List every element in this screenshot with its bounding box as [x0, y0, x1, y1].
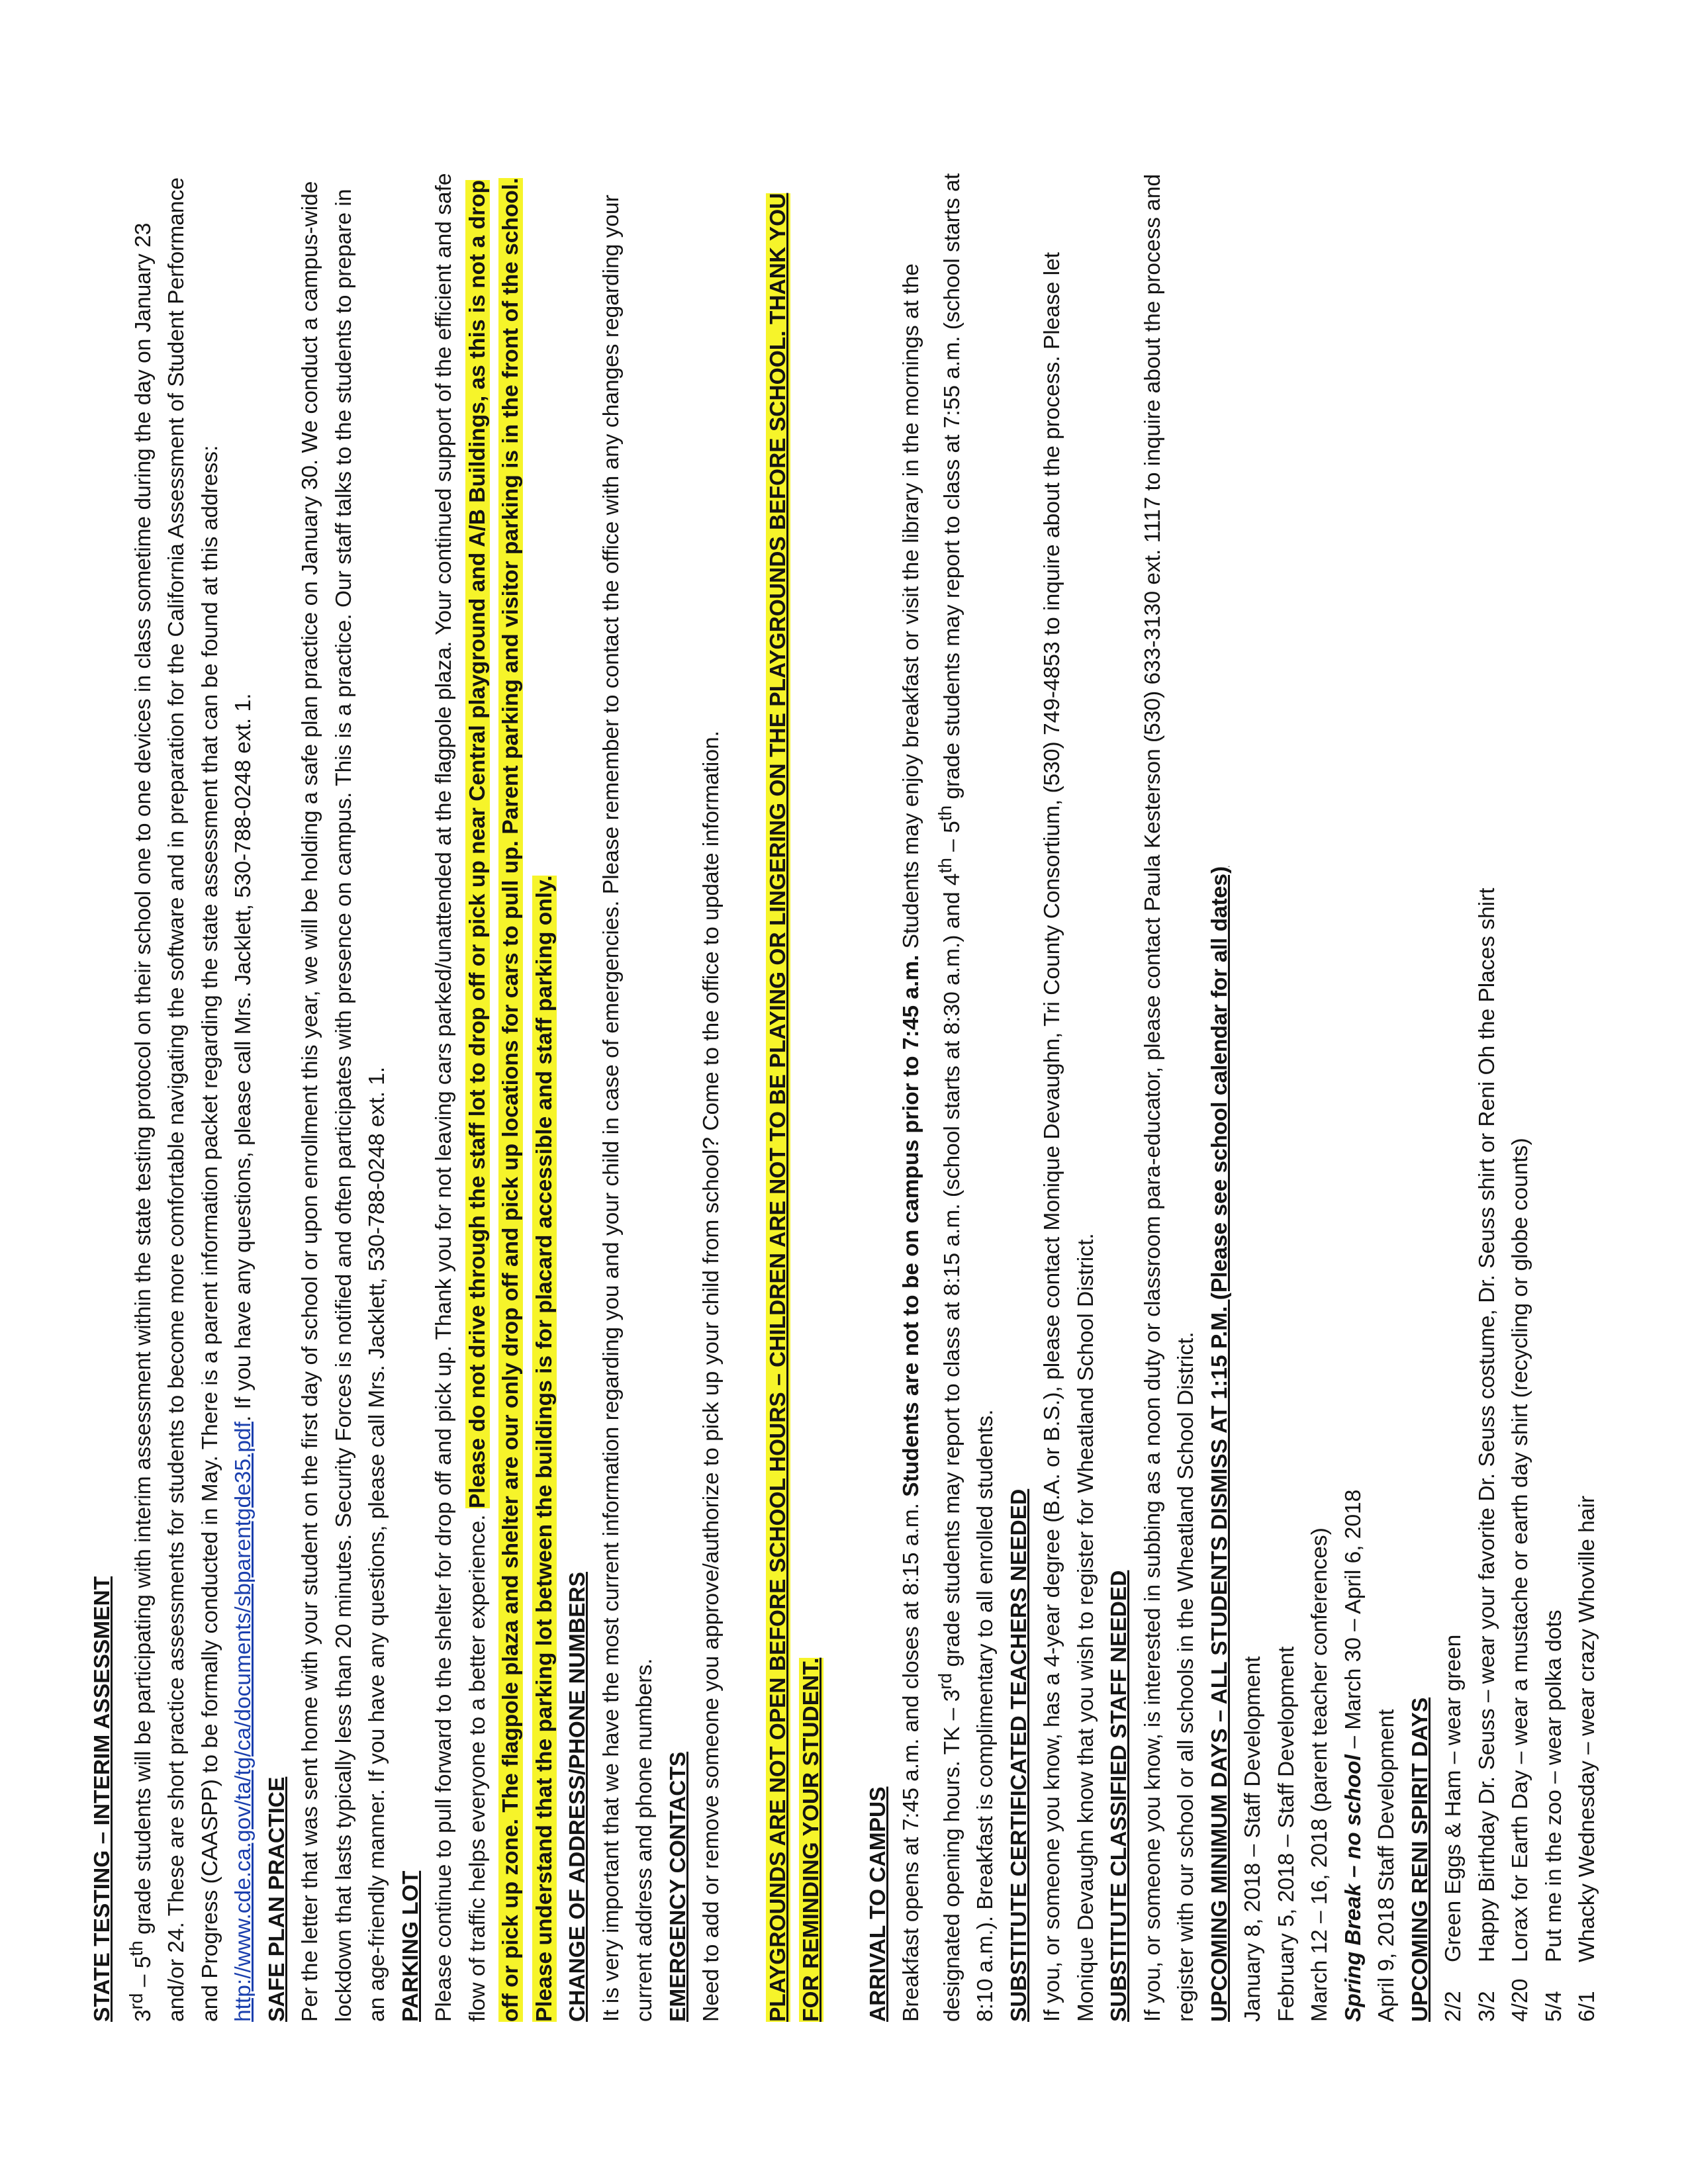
spirit-day-text: Lorax for Earth Day – wear a mustache or earth day shirt (recycling or globe counts)	[1508, 1138, 1533, 1962]
parking-section	[395, 162, 562, 2022]
parent-guide-link[interactable]: http://www.cde.ca.gov/ta/tg/ca/documents/sbparentgde35.pdf	[231, 1422, 256, 2022]
spirit-day-text: Green Eggs & Ham – wear green	[1441, 1634, 1466, 1962]
parking-heading: PARKING LOT	[398, 1870, 423, 2022]
playgrounds-notice: PLAYGROUNDS ARE NOT OPEN BEFORE SCHOOL HOURS – CHILDREN ARE NOT TO BE PLAYING OR LINGERING ON THE PLAYGROUNDS BEFORE SCHOOL. THANK YOU FOR REMINDING YOUR STUDENT.	[765, 193, 824, 2022]
address-section	[561, 162, 662, 2022]
state-testing-section	[86, 162, 261, 2022]
spirit-day-row	[1571, 162, 1605, 2022]
address-text: It is very important that we have the most current information regarding you and your child in case of emergencies. Please remember to contact the office with any changes regarding your current address and phone numbers.	[598, 195, 657, 2022]
safe-plan-section	[261, 162, 395, 2022]
minimum-days-heading: UPCOMING MINIMUM DAYS – ALL STUDENTS DISMISS AT 1:15 P.M. (Please see school calendar for all dates)	[1207, 866, 1232, 2022]
arrival-heading: ARRIVAL TO CAMPUS	[865, 1786, 890, 2022]
state-testing-heading: STATE TESTING – INTERIM ASSESSMENT	[90, 1576, 115, 2022]
safe-plan-heading: SAFE PLAN PRACTICE	[264, 1776, 289, 2022]
minimum-day: February 5, 2018 – Staff Development	[1274, 1646, 1299, 2022]
spirit-day-row	[1538, 162, 1571, 2022]
minimum-day: April 9, 2018 Staff Development	[1374, 1709, 1399, 2022]
address-heading: CHANGE OF ADDRESS/PHONE NUMBERS	[565, 1572, 590, 2022]
state-testing-text: 3rd – 5th grade students will be participating with interim assessment within the state testing protocol on their school one to one devices in class sometime during the day on January 23 and/or 24. These are short practice assessments for students to become more comfortable navigating the software and in preparation for the California Assessment of Student Performance and Progress (CAASPP) to be formally conducted in May. There is a parent information packet regarding the state assessment that can be found at this address: http://www.cde.ca.gov/ta/tg/ca/documents/sbparentgde35.pdf. If you have any questions, please call Mrs. Jacklett, 530-788-0248 ext. 1.	[125, 177, 256, 2022]
spacer	[829, 162, 862, 2022]
emergency-heading: EMERGENCY CONTACTS	[665, 1751, 690, 2022]
spacer	[729, 162, 762, 2022]
minimum-day: March 12 – 16, 2018 (parent teacher conferences)	[1307, 1527, 1333, 2022]
minimum-day: Spring Break – no school – March 30 – April 6, 2018	[1340, 1489, 1366, 2022]
spirit-day-date: 2/2	[1441, 1991, 1466, 2022]
spirit-days-section	[1404, 162, 1605, 2022]
minimum-day: January 8, 2018 – Staff Development	[1241, 1656, 1266, 2022]
parking-highlight: Please do not drive through the staff lot to drop off or pick up near Central playground and A/B Buildings, as this is not a drop off or pick up zone. The flagpole plaza and shelter are our only drop off and pick up locations for cars to pull up. Parent parking and visitor parking is in the front of the school. Please understand that the parking lot between the buildings is for placard accessible and staff parking only.	[465, 177, 557, 2022]
spirit-day-date: 5/4	[1541, 1991, 1566, 2022]
certificated-section	[1003, 162, 1103, 2022]
parking-text: Please continue to pull forward to the shelter for drop off and pick up. Thank you for not leaving cars parked/unattended at the flagpole plaza. Your continued support of the efficient and safe flow of traffic helps everyone to a better experience. Please do not drive through the staff lot to drop off or pick up near Central playground and A/B Buildings, as this is not a drop off or pick up zone. The flagpole plaza and shelter are our only drop off and pick up locations for cars to pull up. Parent parking and visitor parking is in the front of the school. Please understand that the parking lot between the buildings is for placard accessible and staff parking only.	[432, 173, 557, 2022]
spirit-day-date: 4/20	[1508, 1978, 1533, 2022]
spirit-day-text: Put me in the zoo – wear polka dots	[1541, 1610, 1566, 1962]
spirit-day-row	[1437, 162, 1471, 2022]
classified-text: If you, or someone you know, is interested in subbing as a noon duty or classroom para-educator, please contact Paula Kesterson (530) 633-3130 ext. 1117 to inquire about the process and register with our school or all schools in the Wheatland School District.	[1140, 173, 1199, 2022]
minimum-days-section	[1203, 162, 1404, 2022]
arrival-section	[862, 162, 1003, 2022]
spirit-day-text: Whacky Wednesday – wear crazy Whoville hair	[1575, 1495, 1600, 1962]
emergency-section	[662, 162, 729, 2022]
certificated-heading: SUBSTITUTE CERTIFICATED TEACHERS NEEDED	[1006, 1488, 1031, 2022]
emergency-text: Need to add or remove someone you approve/authorize to pick up your child from school? Come to the office to update information.	[699, 731, 724, 2022]
spirit-days-heading: UPCOMING RENI SPIRIT DAYS	[1407, 1697, 1432, 2022]
spirit-day-text: Happy Birthday Dr. Seuss – wear your favorite Dr. Seuss costume, Dr. Seuss shirt or Reni Oh the Places shirt	[1474, 887, 1499, 1962]
spirit-day-row	[1471, 162, 1505, 2022]
classified-heading: SUBSTITUTE CLASSIFIED STAFF NEEDED	[1107, 1570, 1132, 2022]
classified-section	[1103, 162, 1203, 2022]
certificated-text: If you, or someone you know, has a 4-year degree (B.A. or B.S.), please contact Monique Devaughn, Tri County Consortium, (530) 749-4853 to inquire about the process. Please let Monique Devaughn know that you wish to register for Wheatland School District.	[1040, 251, 1098, 2022]
newsletter-content	[86, 162, 1605, 2022]
safe-plan-text: Per the letter that was sent home with your student on the first day of school or upon enrollment this year, we will be holding a safe plan practice on January 30. We conduct a campus-wide lockdown that lasts typically less than 20 minutes. Security Forces is notified and often participates with presence on campus. This is a practice. Our staff talks to the students to prepare in an age-friendly manner. If you have any questions, please call Mrs. Jacklett, 530-788-0248 ext. 1.	[298, 181, 390, 2022]
spirit-day-row	[1504, 162, 1538, 2022]
arrival-text: Breakfast opens at 7:45 a.m. and closes at 8:15 a.m. Students are not to be on campus prior to 7:45 a.m. Students may enjoy breakfast or visit the library in the mornings at the designated opening hours. TK – 3rd grade students may report to class at 8:15 a.m. (school starts at 8:30 a.m.) and 4th – 5th grade students may report to class at 7:55 a.m. (school starts at 8:10 a.m.). Breakfast is complimentary to all enrolled students.	[899, 173, 998, 2022]
spirit-day-date: 6/1	[1575, 1991, 1600, 2022]
spirit-day-date: 3/2	[1474, 1991, 1499, 2022]
